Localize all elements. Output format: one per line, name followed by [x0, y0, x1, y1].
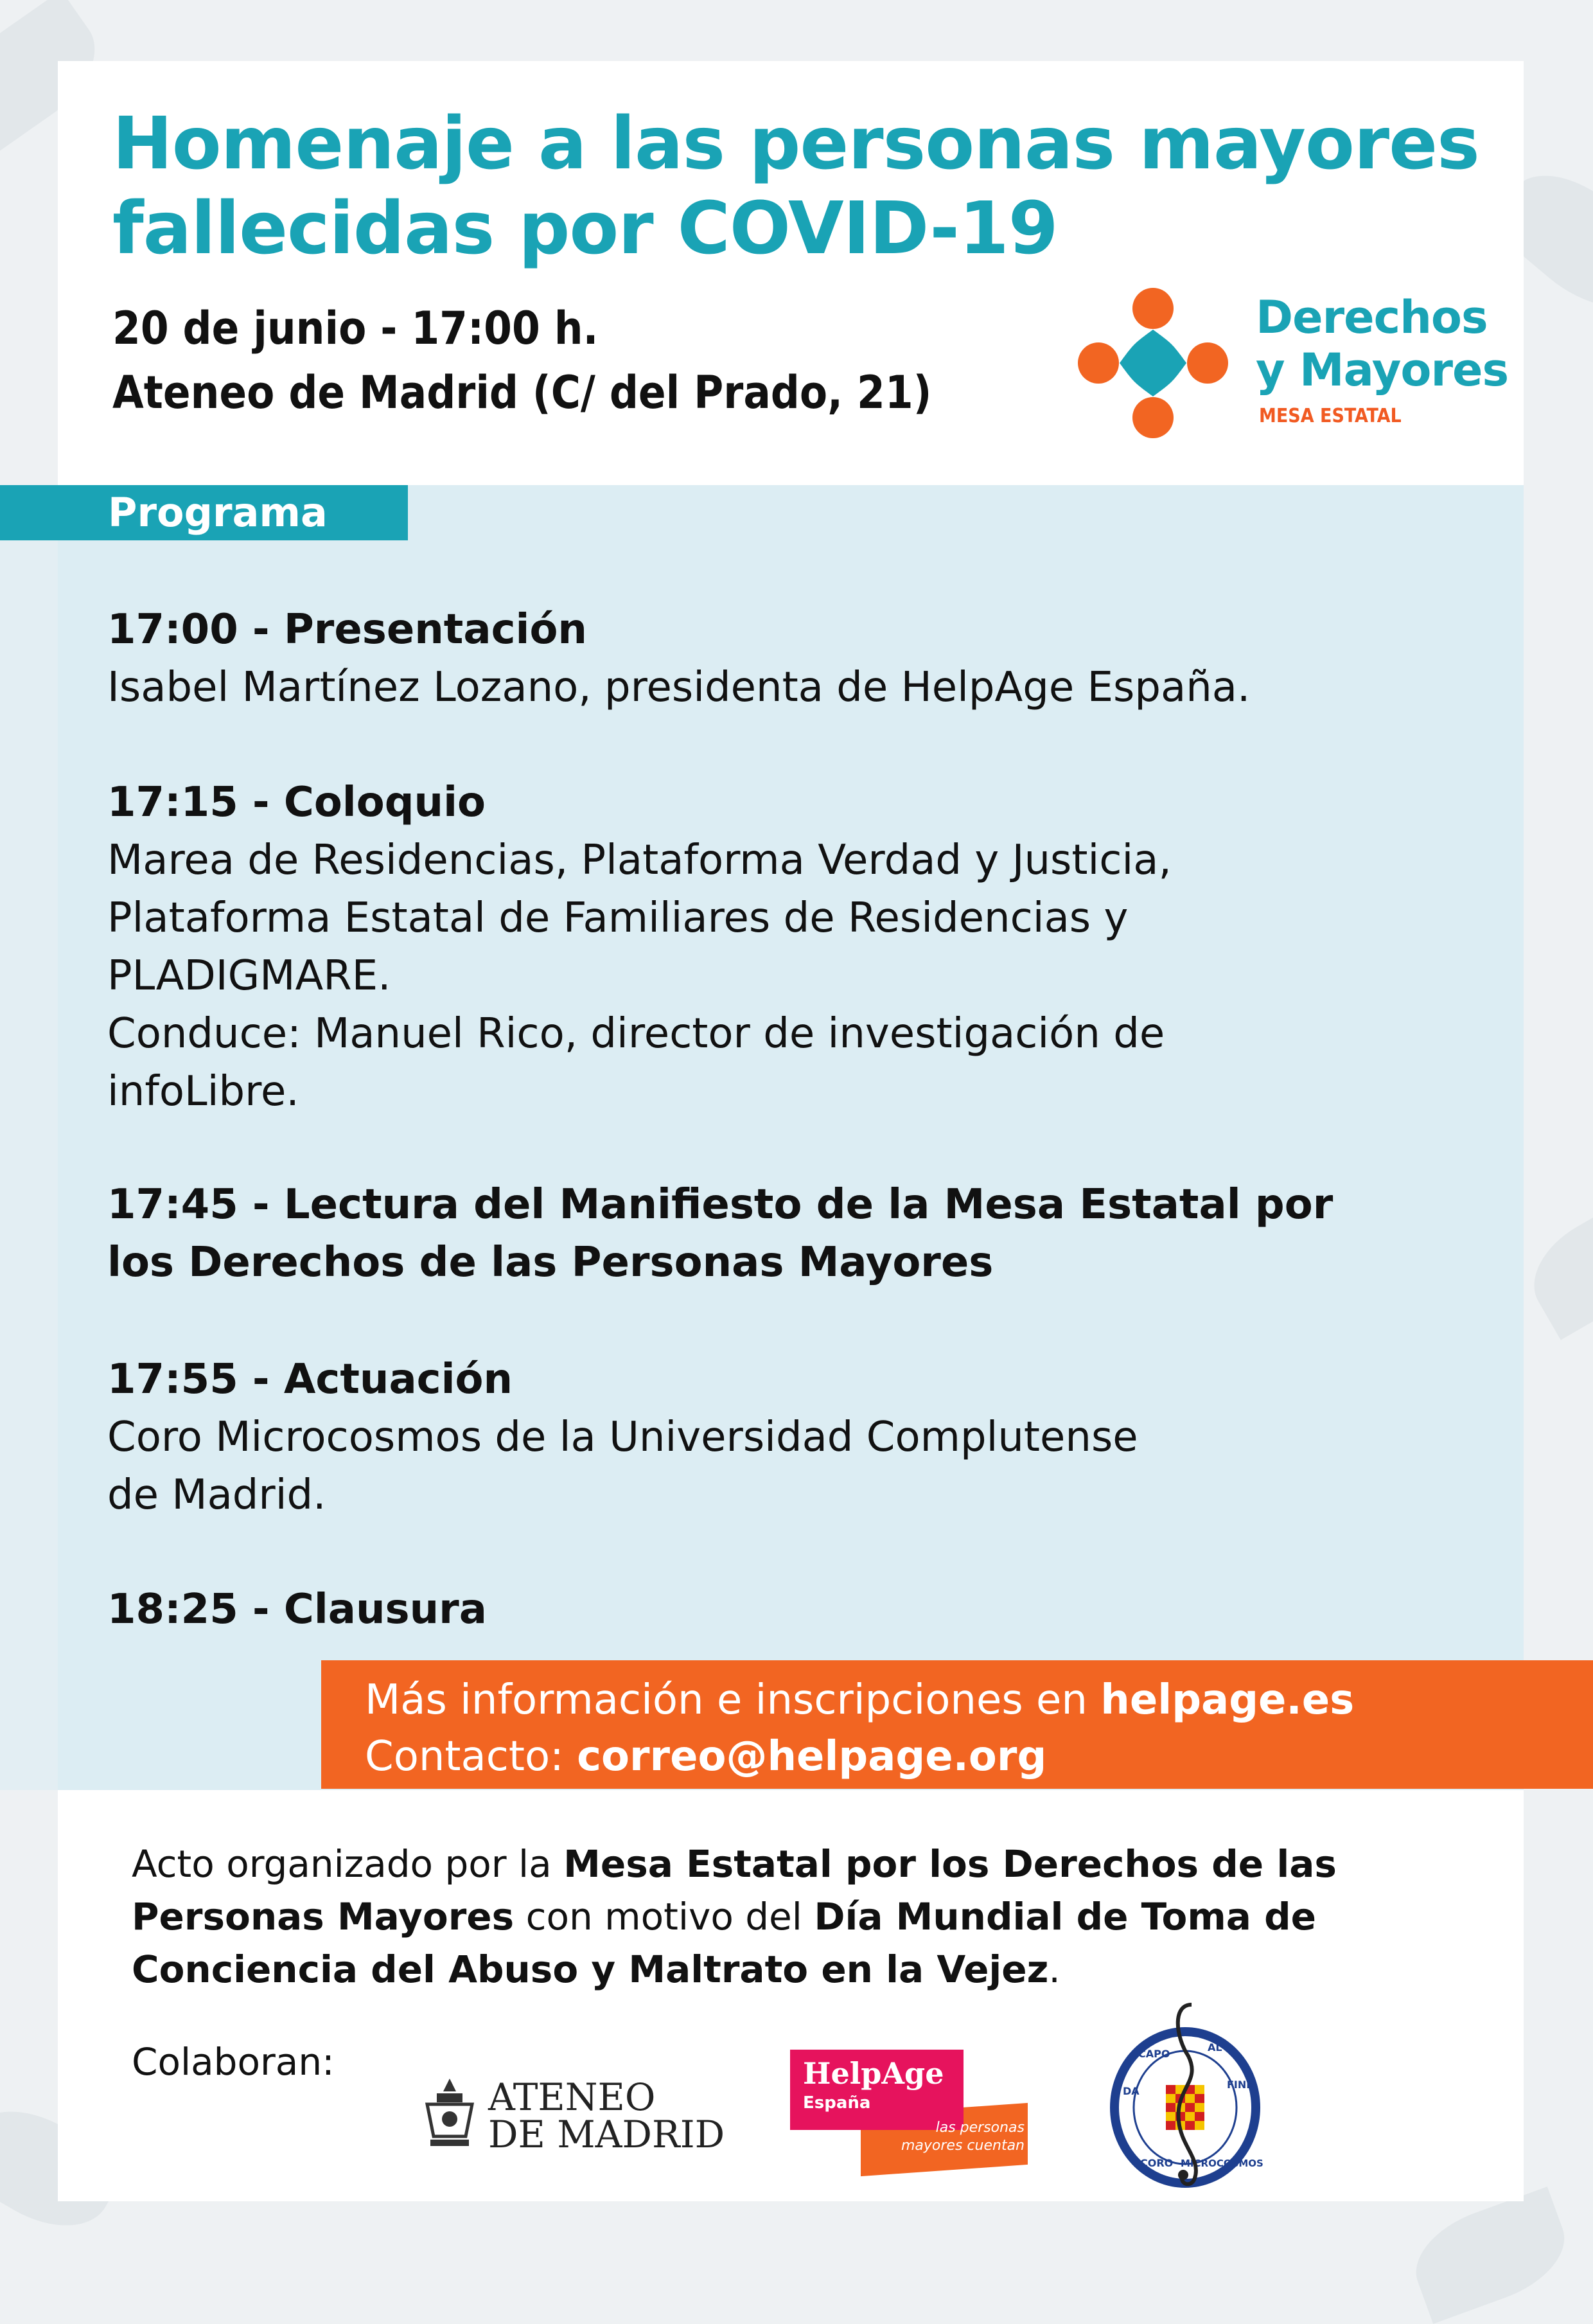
contact-text: Contacto: — [365, 1733, 577, 1780]
organizer-statement — [132, 1838, 1481, 1996]
coro-bottom-text-1: CORO — [1140, 2157, 1174, 2169]
program-item — [107, 1351, 1495, 1524]
ateneo-line-1: ATENEO — [488, 2075, 656, 2119]
program-item-body: Coro Microcosmos de la Universidad Complutense de Madrid. — [107, 1414, 1138, 1519]
program-item-heading: 18:25 - Clausura — [107, 1586, 487, 1633]
logo-name-line-2: y Mayores — [1256, 344, 1509, 396]
logo-tagline: MESA ESTATAL — [1259, 405, 1402, 427]
program-item-body: Marea de Residencias, Plataforma Verdad y Justicia, Plataforma Estatal de Familiares de Residencias y PLADIGMARE. Conduce: Manuel Rico, director de investigación de infoLibre. — [107, 837, 1172, 1115]
organizer-name: Mesa Estatal por los Derechos de las Personas Mayores — [132, 1842, 1337, 1938]
website-link[interactable]: helpage.es — [1100, 1676, 1355, 1724]
helpage-country: España — [803, 2093, 871, 2113]
helpage-name: HelpAge — [803, 2056, 944, 2091]
program-item — [107, 1581, 1495, 1638]
coro-top-text-3: AL — [1208, 2041, 1222, 2053]
background-leaf — [1516, 1191, 1593, 1340]
collaborators-label: Colaboran: — [132, 2040, 335, 2084]
ateneo-line-2: DE MADRID — [488, 2113, 725, 2156]
program-item — [107, 774, 1495, 1121]
program-item — [107, 1176, 1495, 1291]
contact-line — [365, 1728, 1593, 1785]
helpage-tagline-1: las personas — [935, 2120, 1025, 2136]
helpage-tagline-2: mayores cuentan — [901, 2138, 1025, 2154]
title-line-1: Homenaje a las personas mayores — [112, 102, 1479, 186]
program-item-heading: 17:45 - Lectura del Manifiesto de la Mesa Estatal por los Derechos de las Personas Mayores — [107, 1181, 1333, 1286]
organizer-text: con motivo del — [514, 1895, 814, 1938]
four-circles-icon — [1076, 286, 1230, 440]
title-line-2: fallecidas por COVID-19 — [112, 187, 1058, 271]
program-label: Programa — [0, 485, 408, 540]
organizer-text: . — [1048, 1947, 1061, 1991]
event-date-time: 20 de junio - 17:00 h. — [112, 302, 599, 355]
side-strip — [0, 485, 58, 1790]
coro-top-text-1: DA — [1123, 2085, 1140, 2097]
coro-top-text-4: FINE — [1227, 2079, 1254, 2091]
info-contact-box — [321, 1660, 1593, 1789]
coro-top-text-2: CAPO — [1138, 2048, 1170, 2060]
program-item-heading: 17:00 - Presentación — [107, 606, 587, 653]
ateneo-de-madrid-logo — [418, 2075, 732, 2156]
info-text: Más información e inscripciones en — [365, 1676, 1101, 1724]
ateneo-emblem-icon — [418, 2075, 482, 2152]
program-item-body: Isabel Martínez Lozano, presidenta de HelpAge España. — [107, 664, 1251, 711]
helpage-tagline — [870, 2119, 1025, 2155]
info-line — [365, 1672, 1593, 1728]
organizer-text: Acto organizado por la — [132, 1842, 564, 1886]
coro-bottom-text-2: MICROCOSMOS — [1181, 2158, 1263, 2169]
event-venue: Ateneo de Madrid (C/ del Prado, 21) — [112, 366, 932, 419]
program-item-heading: 17:15 - Coloquio — [107, 779, 486, 826]
derechos-y-mayores-logo — [1076, 286, 1513, 440]
program-item — [107, 601, 1495, 716]
occasion-name: Día Mundial de Toma de Conciencia del Abuso y Maltrato en la Vejez — [132, 1895, 1316, 1991]
helpage-espana-logo — [790, 2050, 1034, 2185]
program-item-heading: 17:55 - Actuación — [107, 1356, 513, 1403]
page-title — [112, 102, 1513, 271]
coro-microcosmos-logo — [1105, 1998, 1265, 2191]
background-leaf — [1402, 2187, 1578, 2324]
logo-name-line-1: Derechos — [1256, 291, 1488, 344]
email-link[interactable]: correo@helpage.org — [577, 1733, 1047, 1780]
